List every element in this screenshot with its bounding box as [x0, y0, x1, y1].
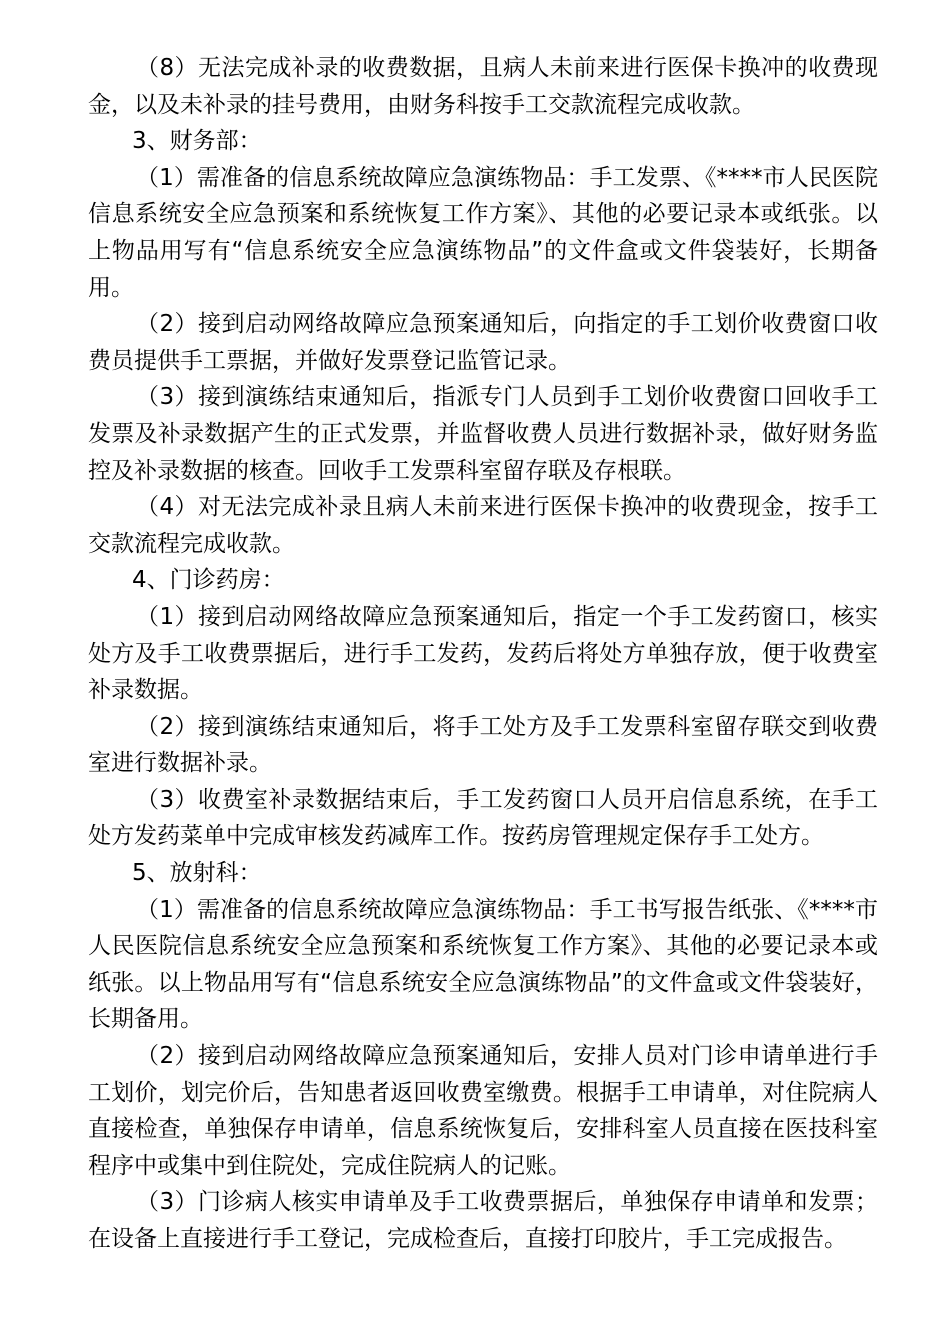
paragraph-pharmacy-item-3: （3）收费室补录数据结束后，手工发药窗口人员开启信息系统，在手工处方发药菜单中完成审核发药减库工作。按药房管理规定保存手工处方。	[88, 786, 878, 850]
paragraph-pharmacy-item-2: （2）接到演练结束通知后，将手工处方及手工发票科室留存联交到收费室进行数据补录。	[88, 713, 878, 777]
document-page	[88, 50, 878, 1258]
paragraph-radiology-item-1: （1）需准备的信息系统故障应急演练物品：手工书写报告纸张、《****市人民医院信息系统安全应急预案和系统恢复工作方案》、其他的必要记录本或纸张。以上物品用写有“信息系统安全应急演练物品”的文件盒或文件袋装好，长期备用。	[88, 896, 878, 1033]
section-heading-pharmacy: 4、门诊药房：	[132, 567, 285, 594]
paragraph-finance-item-3: （3）接到演练结束通知后，指派专门人员到手工划价收费窗口回收手工发票及补录数据产生的正式发票，并监督收费人员进行数据补录，做好财务监控及补录数据的核查。回收手工发票科室留存联及存根联。	[88, 384, 878, 484]
paragraph-item-8-cash-collection: （8）无法完成补录的收费数据，且病人未前来进行医保卡换冲的收费现金，以及未补录的挂号费用，由财务科按手工交款流程完成收款。	[88, 55, 878, 118]
paragraph-finance-item-4: （4）对无法完成补录且病人未前来进行医保卡换冲的收费现金，按手工交款流程完成收款。	[88, 494, 878, 557]
section-heading-finance: 3、财务部：	[132, 128, 262, 155]
paragraph-pharmacy-item-1: （1）接到启动网络故障应急预案通知后，指定一个手工发药窗口，核实处方及手工收费票据后，进行手工发药，发药后将处方单独存放，便于收费室补录数据。	[88, 603, 878, 704]
paragraph-finance-item-1: （1）需准备的信息系统故障应急演练物品：手工发票、《****市人民医院信息系统安全应急预案和系统恢复工作方案》、其他的必要记录本或纸张。以上物品用写有“信息系统安全应急演练物品”的文件盒或文件袋装好，长期备用。	[88, 164, 878, 301]
paragraph-finance-item-2: （2）接到启动网络故障应急预案通知后，向指定的手工划价收费窗口收费员提供手工票据，并做好发票登记监管记录。	[88, 311, 878, 374]
section-heading-radiology: 5、放射科：	[132, 860, 262, 887]
paragraph-radiology-item-3: （3）门诊病人核实申请单及手工收费票据后，单独保存申请单和发票；在设备上直接进行手工登记，完成检查后，直接打印胶片，手工完成报告。	[88, 1189, 878, 1252]
paragraph-radiology-item-2: （2）接到启动网络故障应急预案通知后，安排人员对门诊申请单进行手工划价，划完价后，告知患者返回收费室缴费。根据手工申请单，对住院病人直接检查，单独保存申请单，信息系统恢复后，安排科室人员直接在医技科室程序中或集中到住院处，完成住院病人的记账。	[88, 1043, 878, 1179]
